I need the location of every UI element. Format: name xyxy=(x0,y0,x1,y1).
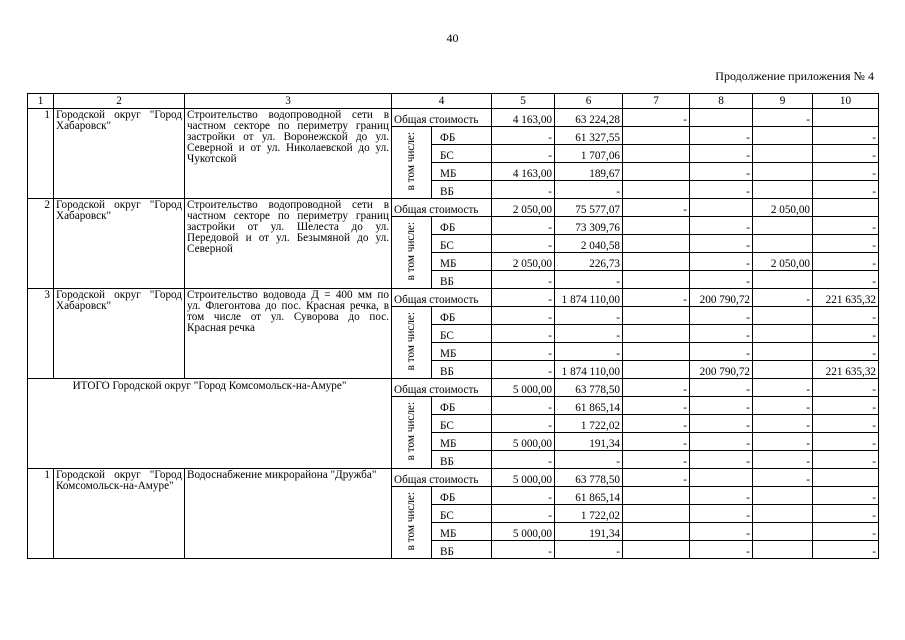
value-cell: 63 778,50 xyxy=(555,379,623,397)
value-cell: 5 000,00 xyxy=(492,469,555,487)
value-cell: - xyxy=(492,235,555,253)
value-cell: - xyxy=(813,181,879,199)
value-cell: - xyxy=(813,145,879,163)
column-header: 8 xyxy=(690,94,753,109)
value-cell: - xyxy=(492,361,555,379)
value-cell: - xyxy=(813,235,879,253)
including-label xyxy=(392,217,432,289)
funding-source: ВБ xyxy=(432,451,492,469)
value-cell: 1 874 110,00 xyxy=(555,289,623,307)
value-cell: 189,67 xyxy=(555,163,623,181)
value-cell: - xyxy=(492,397,555,415)
value-cell: - xyxy=(753,451,813,469)
value-cell: - xyxy=(813,325,879,343)
including-label xyxy=(392,127,432,199)
value-cell xyxy=(623,145,690,163)
funding-source: ФБ xyxy=(432,127,492,145)
value-cell xyxy=(753,343,813,361)
funding-source: МБ xyxy=(432,433,492,451)
funding-source: ВБ xyxy=(432,181,492,199)
value-cell: - xyxy=(690,505,753,523)
value-cell: - xyxy=(492,325,555,343)
value-cell: - xyxy=(690,523,753,541)
value-cell xyxy=(623,217,690,235)
row-number: 3 xyxy=(28,289,54,379)
value-cell: 61 865,14 xyxy=(555,487,623,505)
value-cell: 63 224,28 xyxy=(555,109,623,127)
funding-source: БС xyxy=(432,145,492,163)
value-cell: - xyxy=(813,271,879,289)
value-cell: - xyxy=(690,451,753,469)
value-cell xyxy=(753,271,813,289)
value-cell: 61 327,55 xyxy=(555,127,623,145)
value-cell: 1 874 110,00 xyxy=(555,361,623,379)
total-cost-label: Общая стоимость xyxy=(392,469,492,487)
value-cell: 221 635,32 xyxy=(813,361,879,379)
value-cell: - xyxy=(492,307,555,325)
value-cell: - xyxy=(623,469,690,487)
value-cell: - xyxy=(492,343,555,361)
value-cell: - xyxy=(753,109,813,127)
funding-source: ФБ xyxy=(432,307,492,325)
value-cell: 226,73 xyxy=(555,253,623,271)
funding-source: БС xyxy=(432,415,492,433)
value-cell: - xyxy=(690,217,753,235)
total-cost-label: Общая стоимость xyxy=(392,109,492,127)
project-name: Водоснабжение микрорайона "Дружба" xyxy=(185,469,392,559)
value-cell xyxy=(753,127,813,145)
appendix-table xyxy=(27,93,879,559)
value-cell xyxy=(623,181,690,199)
value-cell: - xyxy=(813,217,879,235)
value-cell xyxy=(813,199,879,217)
row-number: 1 xyxy=(28,469,54,559)
column-header: 10 xyxy=(813,94,879,109)
value-cell: - xyxy=(492,289,555,307)
value-cell: - xyxy=(753,397,813,415)
value-cell xyxy=(753,181,813,199)
value-cell: 4 163,00 xyxy=(492,163,555,181)
value-cell: - xyxy=(813,253,879,271)
value-cell: - xyxy=(623,199,690,217)
value-cell: - xyxy=(623,433,690,451)
value-cell: - xyxy=(690,145,753,163)
funding-source: МБ xyxy=(432,523,492,541)
value-cell: - xyxy=(492,487,555,505)
column-header: 9 xyxy=(753,94,813,109)
value-cell: - xyxy=(753,379,813,397)
value-cell: 2 050,00 xyxy=(492,253,555,271)
value-cell: - xyxy=(813,127,879,145)
row-number: 1 xyxy=(28,109,54,199)
value-cell: 5 000,00 xyxy=(492,379,555,397)
value-cell: - xyxy=(753,469,813,487)
value-cell xyxy=(623,163,690,181)
value-cell: 1 707,06 xyxy=(555,145,623,163)
value-cell: - xyxy=(492,505,555,523)
funding-source: БС xyxy=(432,325,492,343)
value-cell xyxy=(623,523,690,541)
funding-source: МБ xyxy=(432,343,492,361)
total-cost-label: Общая стоимость xyxy=(392,199,492,217)
value-cell xyxy=(623,307,690,325)
value-cell xyxy=(753,487,813,505)
value-cell: - xyxy=(555,271,623,289)
total-cost-label: Общая стоимость xyxy=(392,379,492,397)
funding-source: БС xyxy=(432,505,492,523)
value-cell xyxy=(623,343,690,361)
value-cell: - xyxy=(690,379,753,397)
value-cell: - xyxy=(492,451,555,469)
district-name: Городской округ "Город Хабаровск" xyxy=(54,109,185,199)
total-cost-label: Общая стоимость xyxy=(392,289,492,307)
value-cell: 73 309,76 xyxy=(555,217,623,235)
column-header: 3 xyxy=(185,94,392,109)
value-cell: - xyxy=(813,415,879,433)
value-cell xyxy=(623,271,690,289)
value-cell: 221 635,32 xyxy=(813,289,879,307)
value-cell: 5 000,00 xyxy=(492,433,555,451)
value-cell: 191,34 xyxy=(555,523,623,541)
value-cell: - xyxy=(690,253,753,271)
funding-source: ВБ xyxy=(432,541,492,559)
value-cell: - xyxy=(623,109,690,127)
value-cell: - xyxy=(753,433,813,451)
value-cell: - xyxy=(690,343,753,361)
value-cell: - xyxy=(690,415,753,433)
value-cell: 2 050,00 xyxy=(753,253,813,271)
value-cell: 5 000,00 xyxy=(492,523,555,541)
value-cell xyxy=(753,307,813,325)
value-cell: - xyxy=(813,433,879,451)
value-cell xyxy=(813,469,879,487)
row-number: 2 xyxy=(28,199,54,289)
value-cell: - xyxy=(555,307,623,325)
value-cell: - xyxy=(753,289,813,307)
value-cell xyxy=(623,541,690,559)
value-cell: 1 722,02 xyxy=(555,505,623,523)
including-label xyxy=(392,307,432,379)
value-cell: 2 050,00 xyxy=(753,199,813,217)
value-cell: - xyxy=(690,181,753,199)
value-cell: - xyxy=(813,541,879,559)
value-cell: - xyxy=(690,325,753,343)
value-cell: - xyxy=(690,271,753,289)
value-cell: - xyxy=(623,451,690,469)
value-cell: - xyxy=(555,181,623,199)
value-cell xyxy=(690,469,753,487)
funding-source: МБ xyxy=(432,163,492,181)
table-row xyxy=(28,289,879,307)
value-cell: - xyxy=(492,181,555,199)
value-cell: 200 790,72 xyxy=(690,289,753,307)
value-cell xyxy=(623,505,690,523)
district-name: Городской округ "Город Хабаровск" xyxy=(54,199,185,289)
value-cell: - xyxy=(690,433,753,451)
value-cell: - xyxy=(813,451,879,469)
value-cell xyxy=(753,235,813,253)
value-cell: - xyxy=(555,343,623,361)
district-name: Городской округ "Город Хабаровск" xyxy=(54,289,185,379)
value-cell xyxy=(753,217,813,235)
value-cell xyxy=(753,325,813,343)
value-cell: 2 050,00 xyxy=(492,199,555,217)
value-cell: 200 790,72 xyxy=(690,361,753,379)
value-cell: - xyxy=(623,289,690,307)
including-label xyxy=(392,397,432,469)
column-header: 1 xyxy=(28,94,54,109)
value-cell: - xyxy=(492,127,555,145)
value-cell xyxy=(753,505,813,523)
value-cell: - xyxy=(690,235,753,253)
value-cell: - xyxy=(555,451,623,469)
table-row xyxy=(28,469,879,487)
value-cell: - xyxy=(813,505,879,523)
value-cell: - xyxy=(813,523,879,541)
value-cell: - xyxy=(813,163,879,181)
including-label xyxy=(392,487,432,559)
value-cell: - xyxy=(492,271,555,289)
funding-source: ФБ xyxy=(432,397,492,415)
value-cell: - xyxy=(623,415,690,433)
value-cell: - xyxy=(753,415,813,433)
value-cell: - xyxy=(690,127,753,145)
district-name: Городской округ "Город Комсомольск-на-Амуре" xyxy=(54,469,185,559)
value-cell xyxy=(753,523,813,541)
value-cell: - xyxy=(492,415,555,433)
value-cell xyxy=(623,253,690,271)
including-text: в том числе: xyxy=(405,311,417,371)
total-label: ИТОГО Городской округ "Город Комсомольск-на-Амуре" xyxy=(28,379,392,469)
value-cell: 2 040,58 xyxy=(555,235,623,253)
value-cell xyxy=(813,109,879,127)
value-cell xyxy=(623,127,690,145)
value-cell xyxy=(623,487,690,505)
funding-source: ФБ xyxy=(432,217,492,235)
project-name: Строительство водовода Д = 400 мм по ул. Флегонтова до пос. Красная речка, в том числе от ул. Суворова до пос. Красная речка xyxy=(185,289,392,379)
value-cell xyxy=(753,145,813,163)
value-cell: - xyxy=(555,325,623,343)
value-cell: - xyxy=(492,541,555,559)
value-cell: - xyxy=(690,541,753,559)
including-text: в том числе: xyxy=(405,491,417,551)
column-header: 5 xyxy=(492,94,555,109)
value-cell xyxy=(753,361,813,379)
funding-source: ФБ xyxy=(432,487,492,505)
value-cell xyxy=(623,325,690,343)
funding-source: ВБ xyxy=(432,271,492,289)
value-cell: 63 778,50 xyxy=(555,469,623,487)
column-header: 6 xyxy=(555,94,623,109)
value-cell: - xyxy=(555,541,623,559)
including-text: в том числе: xyxy=(405,131,417,191)
project-name: Строительство водопроводной сети в частном секторе по периметру границ застройки от ул. Шелеста до ул. Передовой и от ул. Безымяной до ул. Северной xyxy=(185,199,392,289)
value-cell xyxy=(753,163,813,181)
funding-source: БС xyxy=(432,235,492,253)
including-text: в том числе: xyxy=(405,221,417,281)
table-row xyxy=(28,379,879,397)
value-cell: - xyxy=(492,217,555,235)
including-text: в том числе: xyxy=(405,401,417,461)
funding-source: ВБ xyxy=(432,361,492,379)
page-number: 40 xyxy=(446,31,459,45)
value-cell: - xyxy=(690,487,753,505)
funding-source: МБ xyxy=(432,253,492,271)
table-row xyxy=(28,199,879,217)
value-cell: - xyxy=(813,397,879,415)
value-cell xyxy=(753,541,813,559)
column-header: 4 xyxy=(392,94,492,109)
value-cell xyxy=(690,109,753,127)
value-cell: - xyxy=(492,145,555,163)
column-header: 7 xyxy=(623,94,690,109)
value-cell: 4 163,00 xyxy=(492,109,555,127)
project-name: Строительство водопроводной сети в частном секторе по периметру границ застройки от ул. Воронежской до ул. Северной и от ул. Николаевской до ул. Чукотской xyxy=(185,109,392,199)
value-cell: - xyxy=(690,307,753,325)
value-cell: - xyxy=(813,307,879,325)
value-cell: - xyxy=(623,397,690,415)
column-header: 2 xyxy=(54,94,185,109)
value-cell: 191,34 xyxy=(555,433,623,451)
value-cell: - xyxy=(813,343,879,361)
header-row xyxy=(28,94,879,109)
table-row xyxy=(28,109,879,127)
value-cell: 75 577,07 xyxy=(555,199,623,217)
value-cell xyxy=(690,199,753,217)
value-cell: - xyxy=(690,397,753,415)
continuation-title: Продолжение приложения № 4 xyxy=(715,69,874,83)
value-cell: 61 865,14 xyxy=(555,397,623,415)
value-cell: - xyxy=(623,379,690,397)
value-cell xyxy=(623,235,690,253)
value-cell: - xyxy=(690,163,753,181)
value-cell: - xyxy=(813,379,879,397)
value-cell: 1 722,02 xyxy=(555,415,623,433)
value-cell xyxy=(623,361,690,379)
value-cell: - xyxy=(813,487,879,505)
